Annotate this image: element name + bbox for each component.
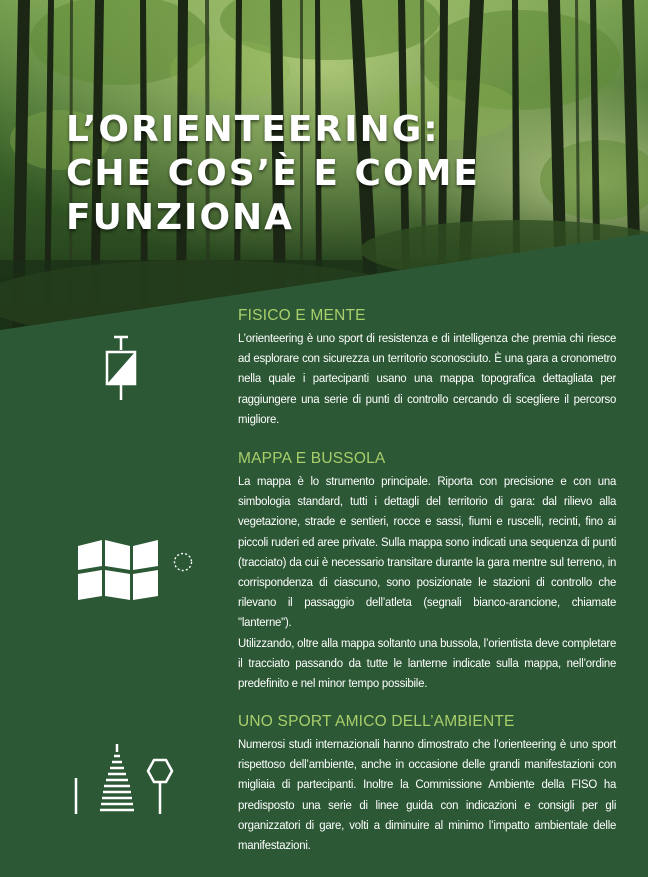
title-line: L’ORIENTEERING: (66, 109, 440, 150)
section-sport-amico-ambiente (238, 712, 616, 855)
section-paragraph: L’orienteering è uno sport di resistenza e di intelligenza che premia chi riesce ad esplorare con sicurezza un territorio sconosciuto. È una gara a cronometro nella quale i partecipanti usano una mappa topografica dettagliata per raggiungere una serie di punti di controllo cercando di scegliere il percorso migliore. (238, 331, 617, 426)
tree-symbols-icon (70, 738, 182, 816)
section-heading: MAPPA E BUSSOLA (238, 450, 386, 467)
section-heading: FISICO E MENTE (238, 307, 366, 324)
section-paragraph: La mappa è lo strumento principale. Riporta con precisione e con una simbologia standard, tutti i dettagli del territorio di gara: dal rilievo alla vegetazione, strade e sentieri, rocce e sassi, fiumi e ruscelli, recinti, fino ai piccoli ruderi ed aree private. Sulla mappa sono indicati una sequenza di punti (tracciato) da cui è necessario transitare durante la gara mentre sul terreno, in corrispondenza di ciascuno, sono posizionate le stazioni di controllo che rilevano il passaggio dell’atleta (segnali bianco-arancione, chiamate "lanterne"). (238, 474, 617, 630)
section-mappa-e-bussola (238, 449, 616, 693)
section-paragraph: Utilizzando, oltre alla mappa soltanto una bussola, l’orientista deve completare il tracciato passando da tutte le lanterne indicate sulla mappa, nell’ordine predefinito e nel minor tempo possibile. (238, 635, 617, 691)
section-heading: UNO SPORT AMICO DELL’AMBIENTE (238, 713, 515, 730)
section-paragraph: Numerosi studi internazionali hanno dimostrato che l’orienteering è uno sport rispettoso dell’ambiente, anche in occasione delle grandi manifestazioni con migliaia di partecipanti. Inoltre la Commissione Ambiente della FISO ha predisposto una serie di linee guida con indicazioni e consigli per gli organizzatori di gare, volti a diminuire al minimo l’impatto ambientale delle manifestazioni. (238, 737, 617, 853)
title-line: FUNZIONA (66, 197, 295, 238)
title-line: CHE COS’È E COME (66, 153, 480, 194)
dotted-circle-icon (172, 551, 194, 573)
page-title (66, 108, 480, 240)
map-icon (76, 538, 162, 602)
control-flag-icon (100, 334, 142, 404)
section-fisico-e-mente (238, 306, 616, 429)
